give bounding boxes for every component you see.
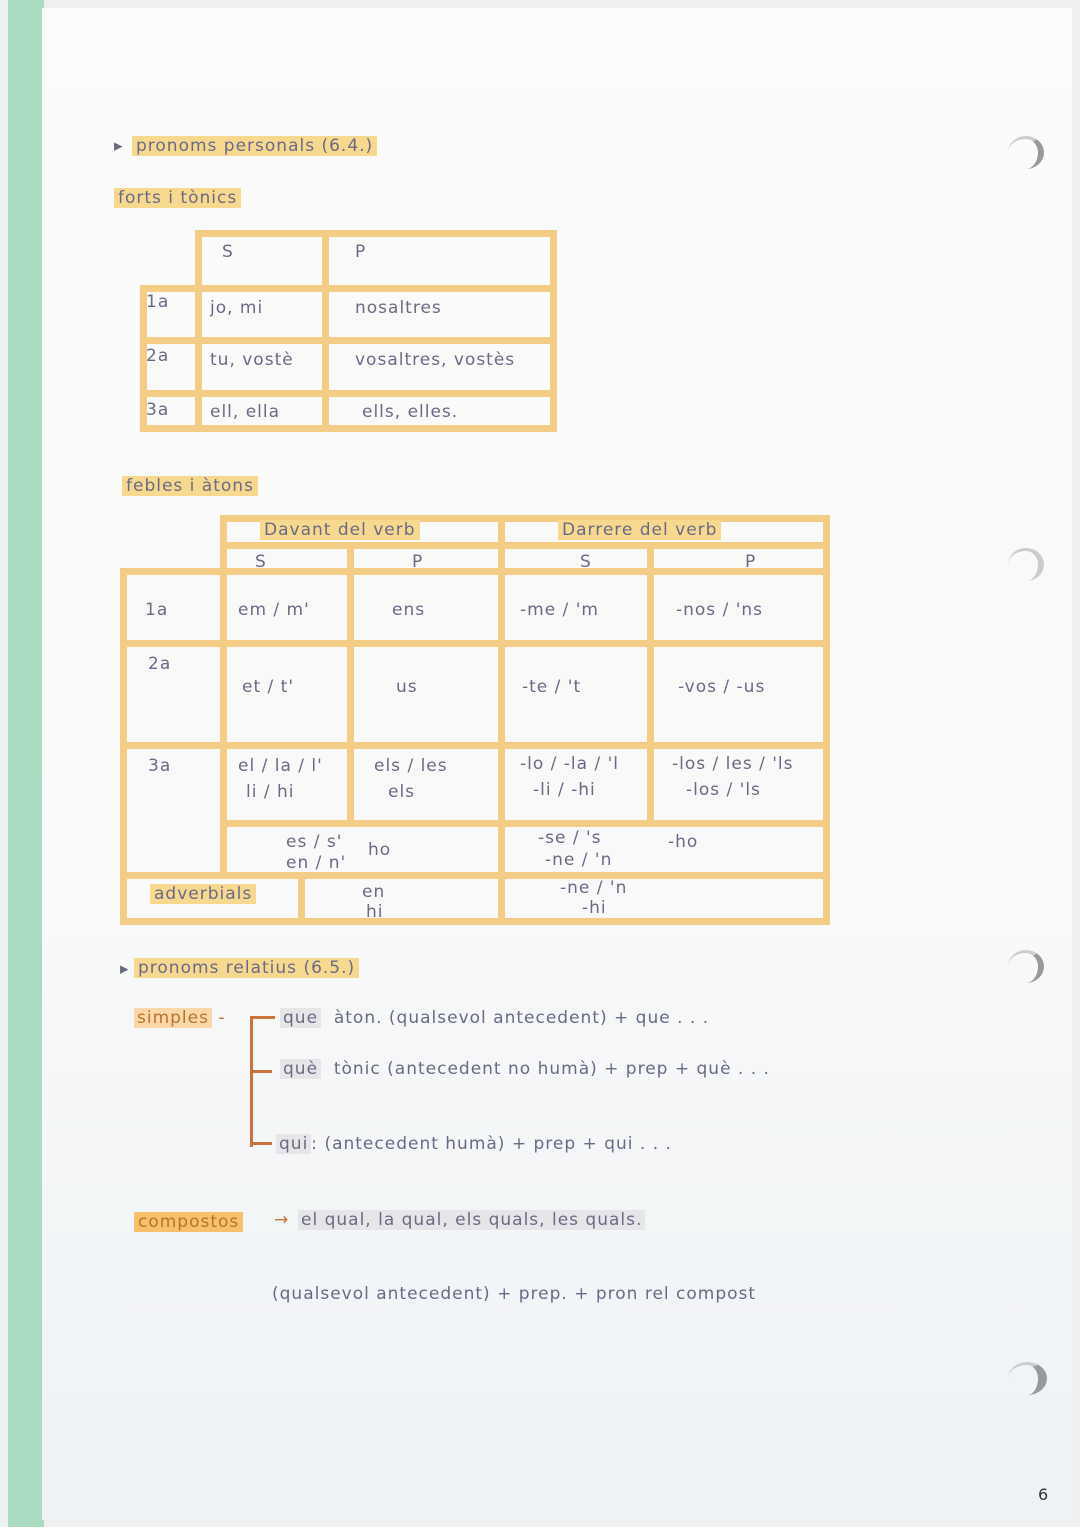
cell: ells, elles. [362,402,459,422]
cell: ho [368,840,392,860]
sub-header: S [580,552,592,572]
relative-simple: que àton. (qualsevol antecedent) + que . . . [280,1008,709,1028]
cell: els / les [374,756,448,776]
cell: -hi [582,898,607,918]
cell: -ho [668,832,699,852]
arrow-icon [250,1070,272,1073]
group-header-davant: Davant del verb [260,520,420,540]
cell: ell, ella [210,402,281,422]
bullet-icon: ▸ [120,959,130,979]
sub-header: S [255,552,267,572]
cell: ens [392,600,426,620]
cell: et / t' [242,677,294,697]
header-s: S [222,242,234,262]
sub-header: P [412,552,424,572]
cell: -se / 's [538,828,602,848]
section-title-personals: pronoms personals (6.4.) [132,136,377,156]
cell: vosaltres, vostès [355,350,516,370]
binder-ring [1008,136,1044,169]
cell: -me / 'm [520,600,599,620]
arrow-icon [250,1142,272,1145]
cell: em / m' [238,600,310,620]
cell: -lo / -la / 'l [520,754,619,774]
row-label: 1a [146,292,170,312]
cell: en / n' [286,853,347,873]
bullet-icon: ▸ [114,136,124,156]
cell: tu, vostè [210,350,294,370]
cell: li / hi [246,782,295,802]
cell: us [396,677,418,697]
section-title-relatius: pronoms relatius (6.5.) [134,958,359,978]
cell: -ne / 'n [560,878,628,898]
binder-ring [1008,548,1044,581]
binder-strip [8,0,44,1527]
cell: jo, mi [210,298,264,318]
cell: nosaltres [355,298,442,318]
cell: -vos / -us [678,677,766,697]
label-compostos: compostos [134,1212,243,1232]
row-label: 3a [148,756,172,776]
binder-ring [1008,1362,1047,1395]
compostos-rule: (qualsevol antecedent) + prep. + pron rel compost [272,1284,757,1304]
label-simples: simples - [134,1008,226,1028]
subtitle-forts: forts i tònics [114,188,241,208]
header-p: P [355,242,367,262]
cell: hi [366,902,384,922]
row-label-adverbials: adverbials [150,884,256,904]
subtitle-febles: febles i àtons [122,476,258,496]
cell: els [388,782,416,802]
relative-simple: qui : (antecedent humà) + prep + qui . . . [276,1134,672,1154]
row-label: 2a [148,654,172,674]
sub-header: P [745,552,757,572]
compostos-list: el qual, la qual, els quals, les quals. [298,1210,645,1230]
page-number: 6 [1038,1485,1050,1504]
cell: -ne / 'n [545,850,613,870]
cell: -te / 't [522,677,582,697]
row-label: 3a [146,400,170,420]
arrow-icon: → [274,1210,290,1230]
group-header-darrere: Darrere del verb [558,520,721,540]
cell: -los / les / 'ls [672,754,794,774]
relative-simple: què tònic (antecedent no humà) + prep + què . . . [280,1059,770,1079]
cell: -nos / 'ns [676,600,764,620]
bracket-arrow-icon [250,1016,275,1147]
cell: -li / -hi [533,780,596,800]
row-label: 1a [145,600,169,620]
cell: -los / 'ls [686,780,761,800]
row-label: 2a [146,346,170,366]
cell: es / s' [286,832,343,852]
binder-ring [1008,950,1044,983]
cell: el / la / l' [238,756,323,776]
cell: en [362,882,386,902]
